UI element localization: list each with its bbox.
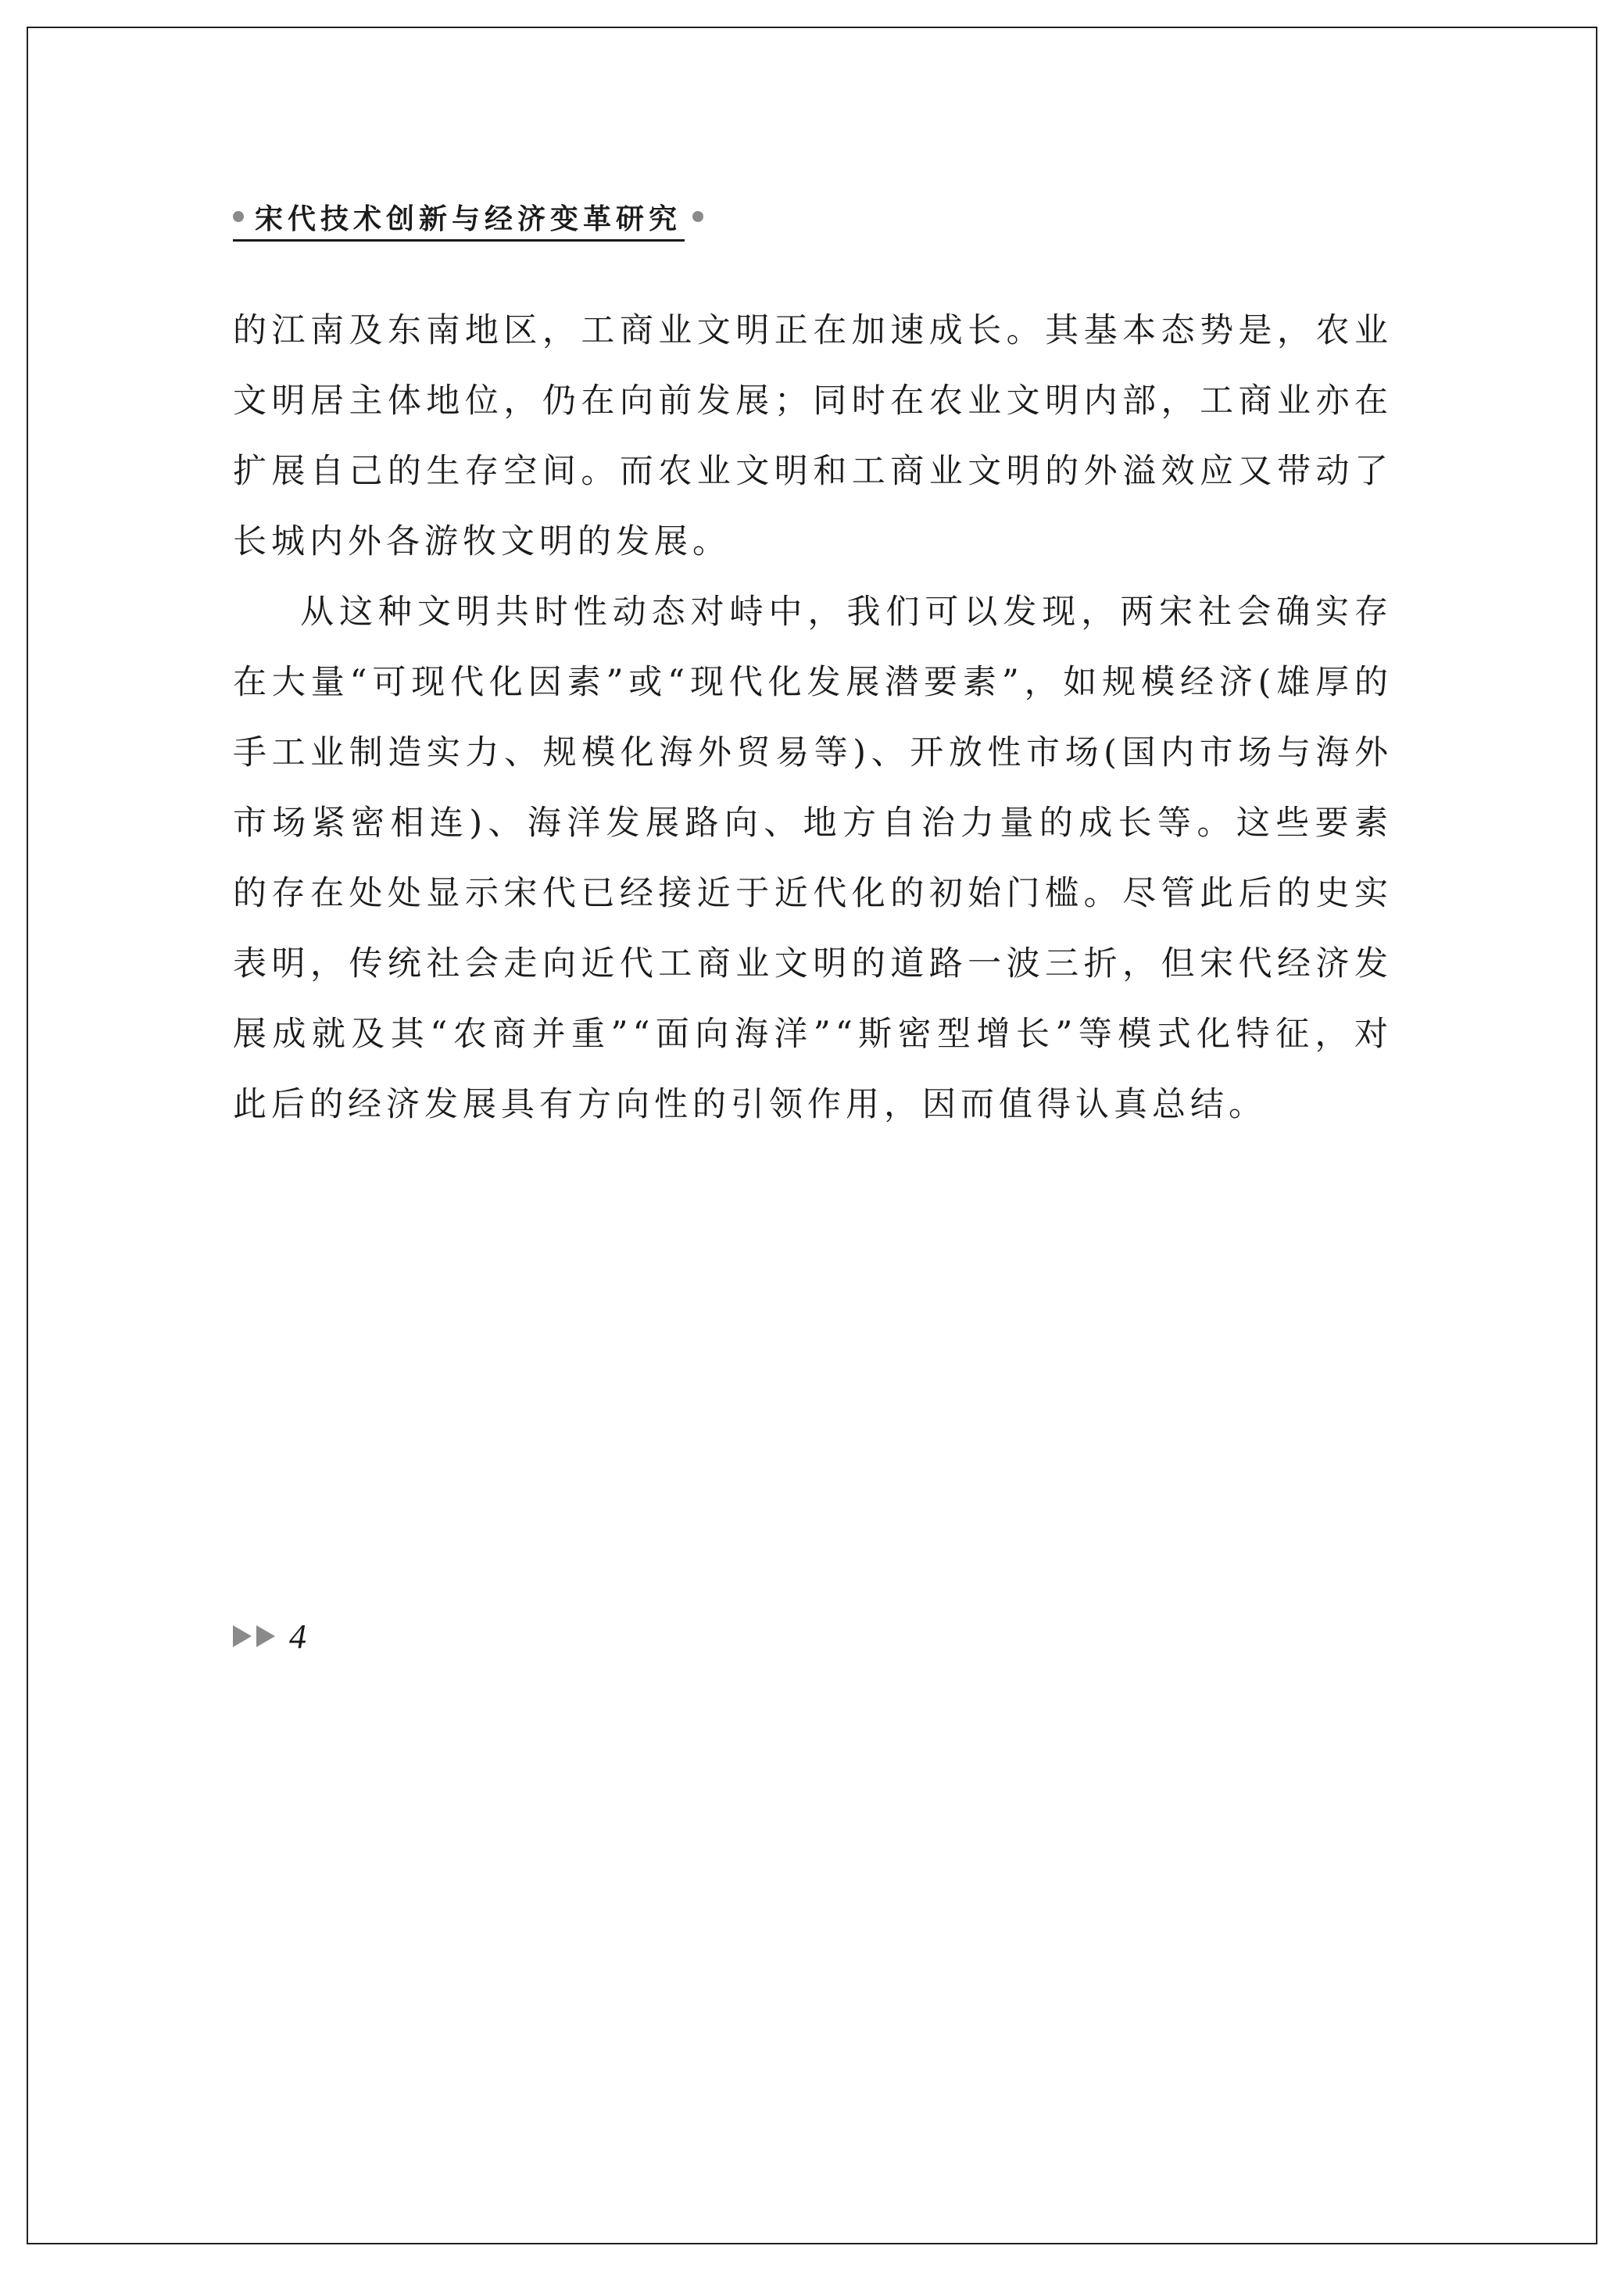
header-left-dot-icon <box>233 211 244 222</box>
paragraph-main: 从这种文明共时性动态对峙中，我们可以发现，两宋社会确实存在大量“可现代化因素”或“现代化发展潜要素”，如规模经济(雄厚的手工业制造实力、规模化海外贸易等)、开放性市场(国内市场与海外市场紧密相连)、海洋发展路向、地方自治力量的成长等。这些要素的存在处处显示宋代已经接近于近代化的初始门槛。尽管此后的史实表明，传统社会走向近代工商业文明的道路一波三折，但宋代经济发展成就及其“农商并重”“面向海洋”“斯密型增长”等模式化特征，对此后的经济发展具有方向性的引领作用，因而值得认真总结。 <box>233 593 1393 1124</box>
body-text <box>233 296 1393 1140</box>
paragraph-continuation: 的江南及东南地区，工商业文明正在加速成长。其基本态势是，农业文明居主体地位，仍在向前发展；同时在农业文明内部，工商业亦在扩展自己的生存空间。而农业文明和工商业文明的外溢效应又带动了长城内外各游牧文明的发展。 <box>233 311 1393 561</box>
running-header <box>233 192 703 241</box>
folio-arrow-icon <box>256 1625 275 1647</box>
header-right-dot-icon <box>692 211 703 222</box>
header-rule <box>233 239 685 242</box>
page-folio <box>233 1617 306 1656</box>
folio-arrow-icon <box>233 1625 252 1647</box>
header-title: 宋代技术创新与经济变革研究 <box>255 202 682 235</box>
page-number: 4 <box>289 1617 306 1656</box>
